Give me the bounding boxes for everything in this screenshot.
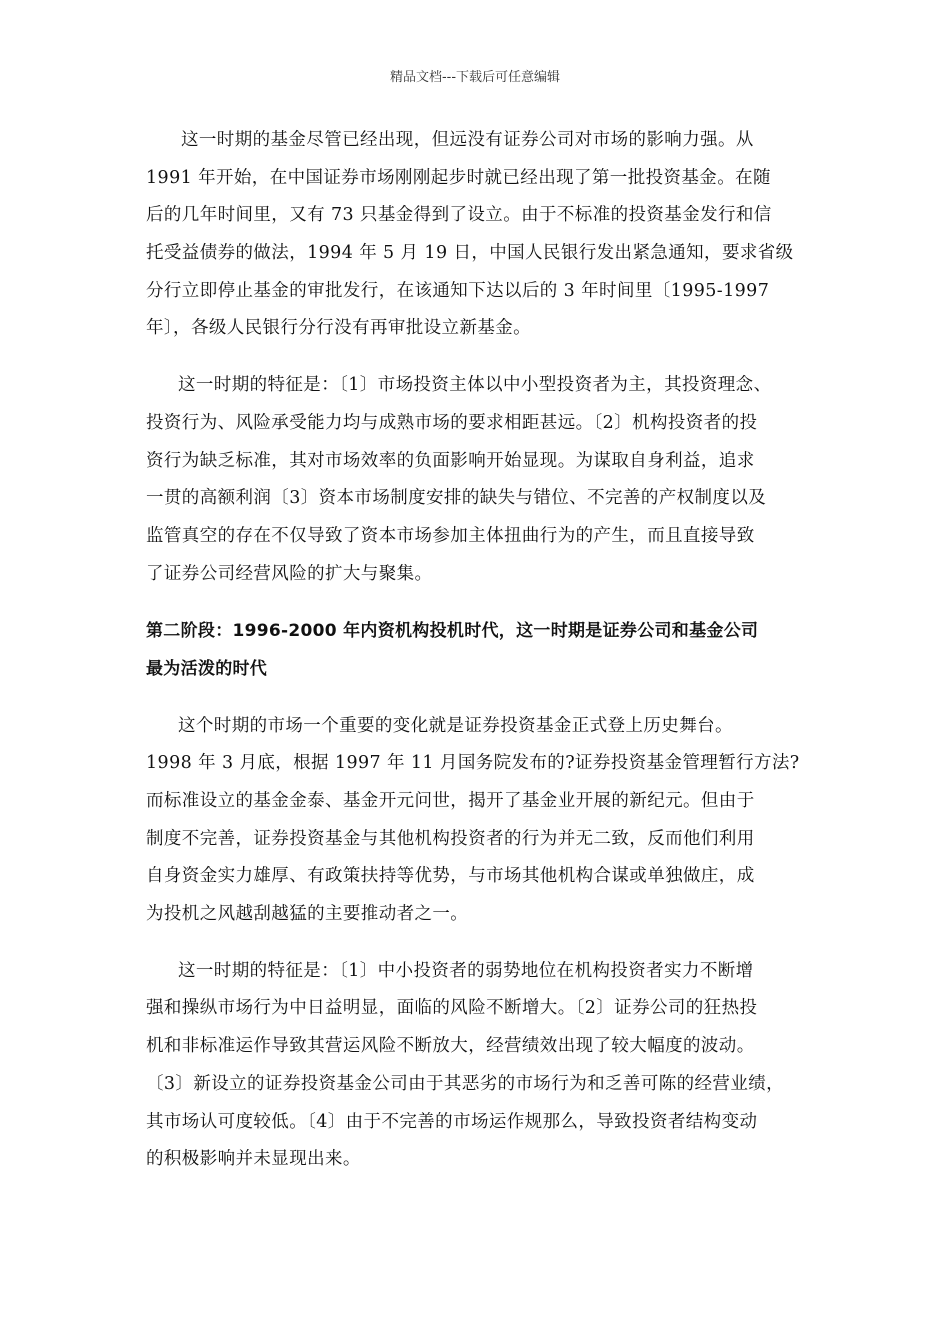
paragraph-line: 制度不完善，证券投资基金与其他机构投资者的行为并无二致，反而他们利用 xyxy=(146,828,755,849)
paragraph-line: 后的几年时间里，又有 73 只基金得到了设立。由于不标准的投资基金发行和信 xyxy=(146,205,772,226)
section-heading xyxy=(146,613,814,688)
paragraph-line: 强和操纵市场行为中日益明显，面临的风险不断增大。〔2〕证券公司的狂热投 xyxy=(146,998,758,1019)
paragraph xyxy=(146,708,814,934)
paragraph-line: 这一时期的特征是：〔1〕中小投资者的弱势地位在机构投资者实力不断增 xyxy=(178,960,754,981)
heading-line: 最为活泼的时代 xyxy=(146,658,268,679)
paragraph-line: 为投机之风越刮越猛的主要推动者之一。 xyxy=(146,904,469,925)
paragraph-line: 1998 年 3 月底，根据 1997 年 11 月国务院发布的?证券投资基金管理暂行方法? xyxy=(146,753,800,774)
paragraph-line: 年〕，各级人民银行分行没有再审批设立新基金。 xyxy=(146,318,532,339)
paragraph-line: 分行立即停止基金的审批发行，在该通知下达以后的 3 年时间里〔1995-1997 xyxy=(146,280,770,301)
paragraph-line: 而标准设立的基金金泰、基金开元问世，揭开了基金业开展的新纪元。但由于 xyxy=(146,791,755,811)
paragraph-line: 投资行为、风险承受能力均与成熟市场的要求相距甚远。〔2〕机构投资者的投 xyxy=(146,412,758,433)
paragraph-line: 的积极影响并未显现出来。 xyxy=(146,1149,361,1170)
paragraph-line: 资行为缺乏标准，其对市场效率的负面影响开始显现。为谋取自身利益，追求 xyxy=(146,450,755,471)
paragraph-line: 机和非标准运作导致其营运风险不断放大，经营绩效出现了较大幅度的波动。 xyxy=(146,1036,755,1057)
paragraph-line: 其市场认可度较低。〔4〕由于不完善的市场运作规那么，导致投资者结构变动 xyxy=(146,1111,758,1132)
paragraph xyxy=(146,122,814,348)
paragraph-line: 这个时期的市场一个重要的变化就是证券投资基金正式登上历史舞台。 xyxy=(178,715,733,736)
paragraph-line: 自身资金实力雄厚、有政策扶持等优势，与市场其他机构合谋或单独做庄，成 xyxy=(146,866,755,887)
paragraph-line: 〔3〕新设立的证券投资基金公司由于其恶劣的市场行为和乏善可陈的经营业绩， xyxy=(146,1073,785,1094)
heading-line: 第二阶段：1996-2000 年内资机构投机时代，这一时期是证券公司和基金公司 xyxy=(146,621,759,642)
paragraph xyxy=(146,367,814,593)
paragraph-line: 了证券公司经营风险的扩大与聚集。 xyxy=(146,563,433,584)
page-header: 精品文档---下载后可任意编辑 xyxy=(389,70,561,85)
paragraph xyxy=(146,953,814,1179)
paragraph-line: 监管真空的存在不仅导致了资本市场参加主体扭曲行为的产生，而且直接导致 xyxy=(146,525,755,546)
paragraph-line: 这一时期的基金尽管已经出现，但远没有证券公司对市场的影响力强。从 xyxy=(181,130,754,150)
paragraph-line: 这一时期的特征是：〔1〕市场投资主体以中小型投资者为主，其投资理念、 xyxy=(178,375,772,396)
paragraph-line: 1991 年开始，在中国证券市场刚刚起步时就已经出现了第一批投资基金。在随 xyxy=(146,167,771,188)
paragraph-line: 一贯的高额利润〔3〕资本市场制度安排的缺失与错位、不完善的产权制度以及 xyxy=(146,488,767,509)
document-body xyxy=(146,122,814,1179)
paragraph-line: 托受益债券的做法，1994 年 5 月 19 日，中国人民银行发出紧急通知，要求省级 xyxy=(146,243,794,264)
